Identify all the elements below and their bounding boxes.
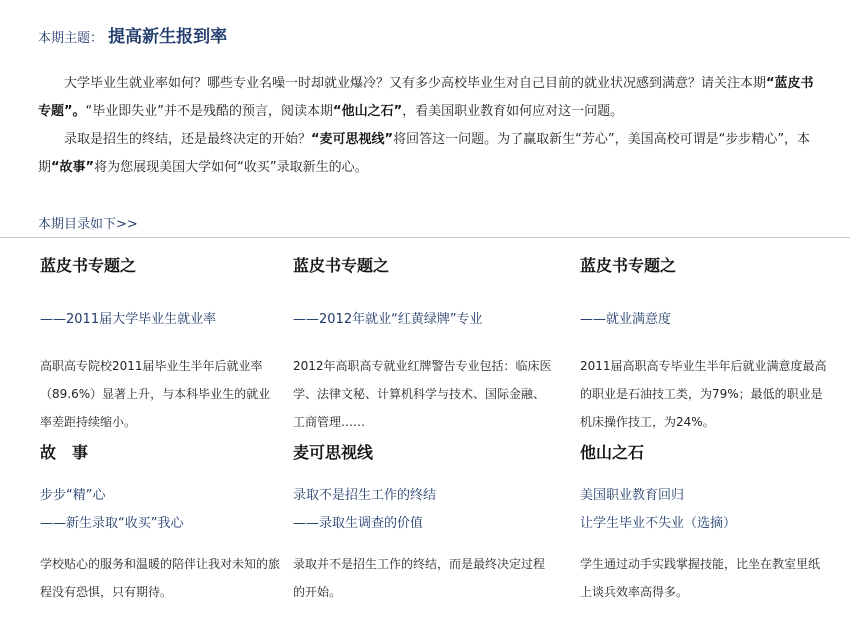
section-mycos-view[interactable] <box>293 440 553 606</box>
section-subtitle-link[interactable]: ——就业满意度 <box>580 312 672 327</box>
section-story[interactable] <box>40 440 280 606</box>
section-heading: 蓝皮书专题之 <box>40 256 137 275</box>
issue-topic-label: 本期主题： <box>38 31 104 46</box>
section-heading: 麦可思视线 <box>293 443 374 462</box>
toc-label: 本期目录如下>> <box>38 217 138 232</box>
section-subtitle-link[interactable]: 美国职业教育回归 让学生毕业不失业（选摘） <box>580 488 737 531</box>
section-foreign-lessons[interactable] <box>580 440 830 606</box>
section-bluebook-majors[interactable] <box>293 253 553 436</box>
intro-paragraph-1: 大学毕业生就业率如何？哪些专业名噪一时却就业爆冷？又有多少高校毕业生对自己目前的就业状况感到满意？请关注本期“蓝皮书专题”。“毕业即失业”并不是残酷的预言，阅读本期“他山之石”，看美国职业教育如何应对这一问题。 <box>38 76 814 119</box>
section-subtitle-link[interactable]: ——2011届大学毕业生就业率 <box>40 312 217 327</box>
section-subtitle-link[interactable]: ——2012年就业“红黄绿牌”专业 <box>293 312 483 327</box>
intro-text <box>38 70 818 182</box>
section-summary: 2011届高职高专毕业生半年后就业满意度最高的职业是石油技工类，为79%；最低的职业是机床操作技工，为24%。 <box>580 359 827 429</box>
section-summary: 学校贴心的服务和温暖的陪伴让我对未知的旅程没有恐惧，只有期待。 <box>40 557 281 599</box>
section-bluebook-employment-rate[interactable] <box>40 253 280 436</box>
section-subtitle-link[interactable]: 步步“精”心 ——新生录取“收买”我心 <box>40 488 184 531</box>
section-summary: 录取并不是招生工作的终结，而是最终决定过程的开始。 <box>293 557 546 599</box>
section-heading: 他山之石 <box>580 443 645 462</box>
section-heading: 蓝皮书专题之 <box>580 256 677 275</box>
section-summary: 高职高专院校2011届毕业生半年后就业率（89.6%）显著上升，与本科毕业生的就业率差距持续缩小。 <box>40 359 271 429</box>
divider <box>0 237 850 238</box>
section-summary: 2012年高职高专就业红牌警告专业包括：临床医学、法律文秘、计算机科学与技术、国际金融、工商管理…… <box>293 359 552 429</box>
section-bluebook-satisfaction[interactable] <box>580 253 830 436</box>
section-subtitle-link[interactable]: 录取不是招生工作的终结 ——录取生调查的价值 <box>293 488 437 531</box>
section-summary: 学生通过动手实践掌握技能，比坐在教室里纸上谈兵效率高得多。 <box>580 557 821 599</box>
section-heading: 蓝皮书专题之 <box>293 256 390 275</box>
section-heading: 故 事 <box>40 443 89 462</box>
issue-topic-title: 提高新生报到率 <box>108 27 228 47</box>
issue-header <box>38 22 227 47</box>
intro-paragraph-2: 录取是招生的终结，还是最终决定的开始？“麦可思视线”将回答这一问题。为了赢取新生“芳心”，美国高校可谓是“步步精心”，本期“故事”将为您展现美国大学如何“收买”录取新生的心。 <box>38 132 811 175</box>
